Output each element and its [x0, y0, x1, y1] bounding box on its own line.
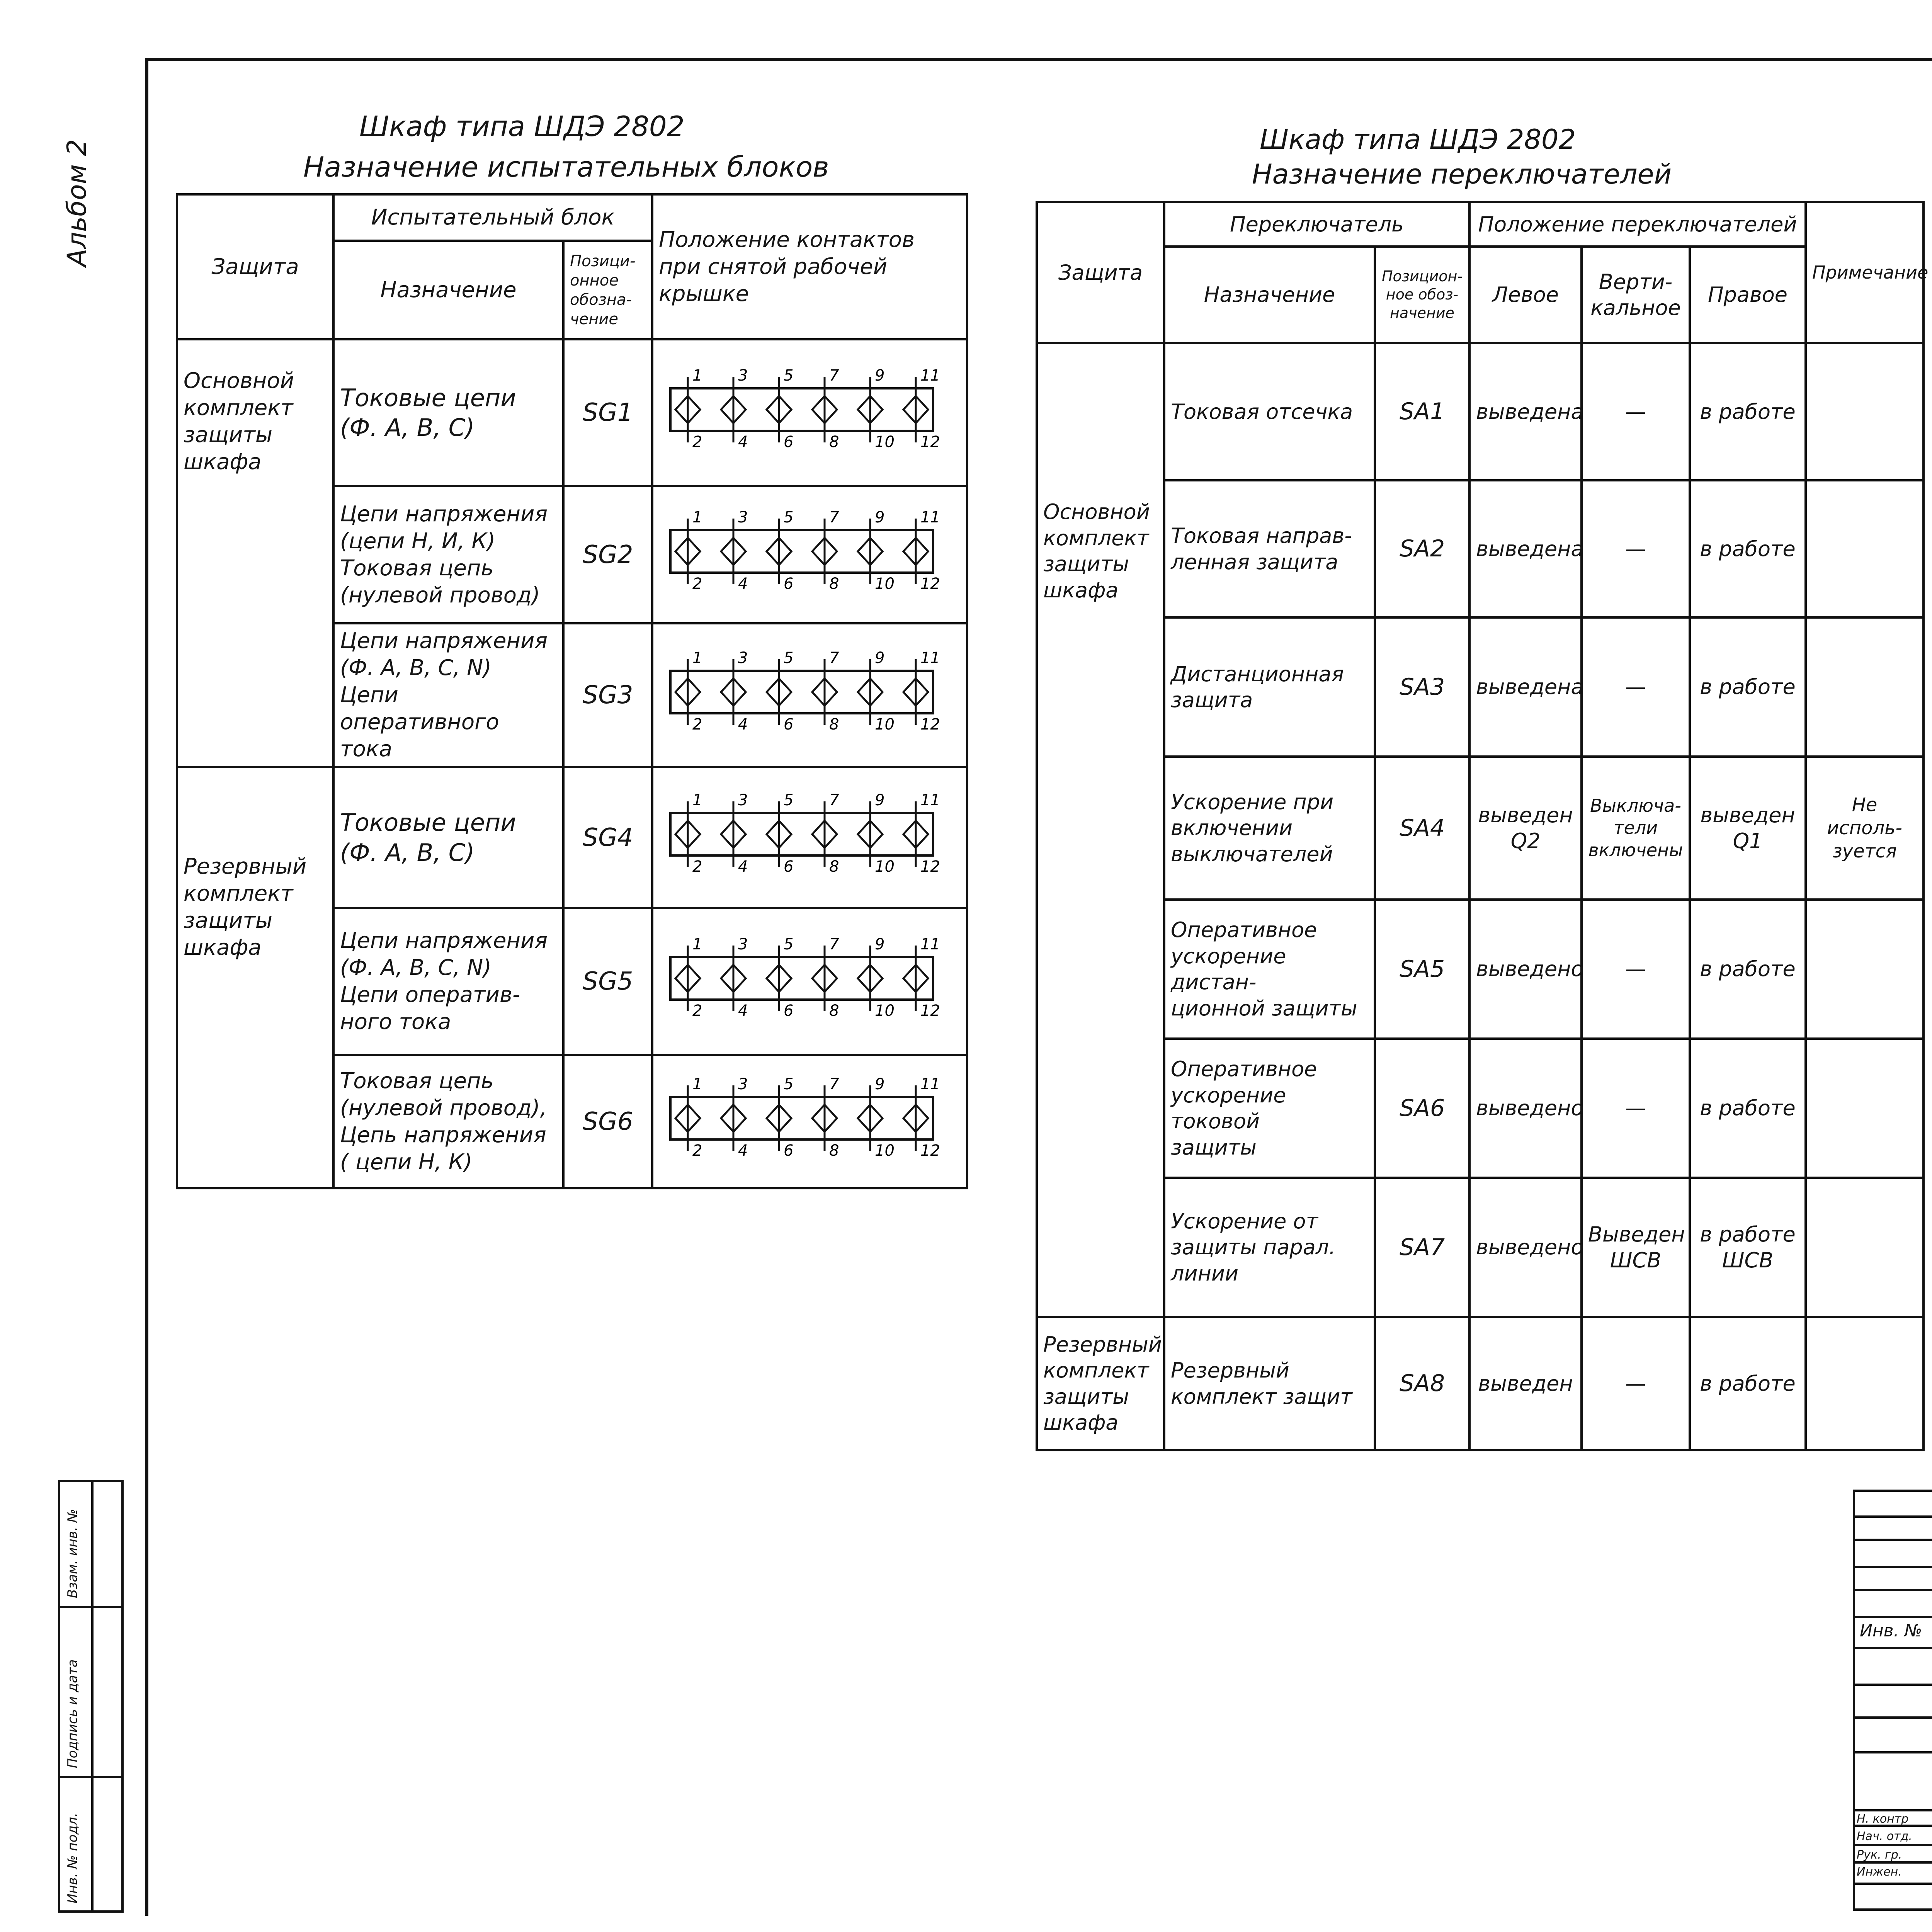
switch-note	[1806, 900, 1923, 1039]
switch-vertical: Выведен ШСВ	[1582, 1178, 1690, 1317]
contact-number-top: 1	[692, 509, 702, 526]
switch-vertical: Выключа- тели включены	[1582, 757, 1690, 900]
contact-pair	[721, 649, 748, 733]
contact-number-top: 9	[875, 509, 885, 526]
contact-number-top: 3	[738, 791, 748, 809]
contact-number-top: 11	[920, 649, 940, 667]
contact-number-bottom: 12	[920, 715, 940, 733]
contact-number-top: 3	[738, 1075, 748, 1093]
switch-purpose: Дистанционная защита	[1164, 617, 1375, 757]
switches-title: Шкаф типа ШДЭ 2802	[1260, 124, 1576, 155]
side-stamp-replace: Взам. инв. №	[65, 1509, 80, 1598]
contact-number-bottom: 12	[920, 575, 940, 593]
contact-pair	[812, 935, 839, 1020]
col-purpose: Назначение	[333, 241, 563, 339]
contact-number-top: 1	[692, 791, 702, 809]
contact-number-bottom: 2	[692, 715, 702, 733]
switch-left: выведено	[1469, 1039, 1582, 1178]
contact-block-frame	[670, 813, 933, 855]
col-switch: Переключатель	[1164, 202, 1469, 247]
switch-designation: SA4	[1375, 757, 1469, 900]
switch-right: в работе	[1690, 480, 1806, 617]
contact-number-top: 9	[875, 935, 885, 953]
switch-designation: SA8	[1375, 1317, 1469, 1450]
block-designation: SG2	[563, 486, 652, 623]
switch-designation: SA1	[1375, 343, 1469, 480]
contact-number-top: 3	[738, 935, 748, 953]
contact-pair	[767, 935, 793, 1020]
contact-number-bottom: 6	[784, 1002, 794, 1020]
contact-number-top: 7	[829, 791, 839, 809]
contact-number-bottom: 4	[738, 858, 748, 876]
contact-pair	[812, 791, 839, 876]
contact-diagram	[652, 908, 967, 1055]
contact-block-diagram	[659, 361, 945, 458]
block-purpose: Токовые цепи (Ф. А, В, С)	[333, 767, 563, 908]
album-label: Альбом 2	[62, 139, 92, 267]
group-main: Основной комплект защиты шкафа	[177, 339, 333, 767]
contact-number-bottom: 12	[920, 1002, 940, 1020]
col-designation: Позици- онное обозна- чение	[563, 241, 652, 339]
contact-pair	[675, 509, 702, 593]
contact-number-top: 5	[784, 649, 794, 667]
contact-number-bottom: 12	[920, 433, 940, 451]
contact-number-top: 7	[829, 366, 839, 384]
contact-number-bottom: 4	[738, 575, 748, 593]
contact-number-bottom: 2	[692, 858, 702, 876]
switch-right: в работе	[1690, 1039, 1806, 1178]
switch-note	[1806, 1317, 1923, 1450]
group-reserve: Резервный комплект защиты шкафа	[1037, 1317, 1164, 1450]
contact-number-top: 11	[920, 935, 940, 953]
switch-purpose: Токовая направ- ленная защита	[1164, 480, 1375, 617]
contact-number-bottom: 4	[738, 1142, 748, 1160]
block-purpose: Цепи напряжения (цепи Н, И, К) Токовая цепь (нулевой провод)	[333, 486, 563, 623]
switch-right: в работе	[1690, 617, 1806, 757]
contact-block-diagram	[659, 503, 945, 600]
contact-number-top: 7	[829, 649, 839, 667]
switches-subtitle: Назначение переключателей	[1252, 158, 1672, 190]
col-purpose: Назначение	[1164, 247, 1375, 343]
contact-diagram	[652, 339, 967, 486]
contact-pair	[721, 367, 748, 451]
switch-right: выведен Q1	[1690, 757, 1806, 900]
block-purpose: Цепи напряжения (Ф. А, В, С, N) Цепи оператив- ного тока	[333, 908, 563, 1055]
group-reserve: Резервный комплект защиты шкафа	[177, 767, 333, 1188]
contact-pair	[858, 509, 895, 593]
contact-pair	[903, 1075, 940, 1160]
test-blocks-table	[176, 193, 968, 1189]
contact-number-top: 5	[784, 1075, 794, 1093]
contact-number-top: 11	[920, 791, 940, 809]
contact-number-top: 1	[692, 935, 702, 953]
switch-right: в работе	[1690, 900, 1806, 1039]
contact-number-bottom: 12	[920, 1142, 940, 1160]
contact-number-bottom: 6	[784, 858, 794, 876]
switch-note: Не исполь- зуется	[1806, 757, 1923, 900]
switch-vertical: —	[1582, 1039, 1690, 1178]
switch-purpose: Ускорение от защиты парал. линии	[1164, 1178, 1375, 1317]
contact-block-frame	[670, 530, 933, 573]
contact-number-top: 9	[875, 791, 885, 809]
contact-number-bottom: 2	[692, 575, 702, 593]
switch-designation: SA7	[1375, 1178, 1469, 1317]
contact-pair	[858, 649, 895, 733]
contact-number-top: 7	[829, 935, 839, 953]
contact-pair	[767, 509, 793, 593]
contact-number-top: 5	[784, 366, 794, 384]
contact-number-bottom: 4	[738, 433, 748, 451]
side-stamp	[58, 1480, 124, 1913]
block-purpose: Цепи напряжения (Ф. А, В, С, N) Цепи оперативного тока	[333, 623, 563, 767]
contact-number-bottom: 4	[738, 715, 748, 733]
block-designation: SG6	[563, 1055, 652, 1188]
contact-pair	[858, 935, 895, 1020]
contact-number-top: 3	[738, 649, 748, 667]
contact-pair	[812, 509, 839, 593]
person-role: Инжен.	[1857, 1865, 1902, 1879]
switch-left: выведена	[1469, 480, 1582, 617]
contact-number-top: 7	[829, 509, 839, 526]
contact-number-top: 1	[692, 649, 702, 667]
contact-number-bottom: 10	[875, 858, 895, 876]
contact-number-top: 9	[875, 649, 885, 667]
contact-pair	[903, 367, 940, 451]
side-stamp-signature: Подпись и дата	[65, 1659, 80, 1768]
contact-pair	[675, 935, 702, 1020]
block-tests-subtitle: Назначение испытательных блоков	[303, 151, 829, 183]
col-note: Примечание	[1806, 202, 1923, 343]
contact-number-bottom: 2	[692, 433, 702, 451]
contact-number-bottom: 10	[875, 1002, 895, 1020]
switch-left: выведен Q2	[1469, 757, 1582, 900]
col-vertical: Верти- кальное	[1582, 247, 1690, 343]
block-purpose: Токовая цепь (нулевой провод), Цепь напряжения ( цепи Н, К)	[333, 1055, 563, 1188]
contact-number-top: 11	[920, 366, 940, 384]
contact-diagram	[652, 1055, 967, 1188]
contact-pair	[721, 791, 748, 876]
switch-right: в работе	[1690, 343, 1806, 480]
switch-designation: SA6	[1375, 1039, 1469, 1178]
switch-note	[1806, 1039, 1923, 1178]
contact-pair	[903, 935, 940, 1020]
contact-number-bottom: 8	[829, 1142, 839, 1160]
switch-left: выведено	[1469, 900, 1582, 1039]
contact-pair	[858, 1075, 895, 1160]
contact-pair	[721, 1075, 748, 1160]
contact-block-diagram	[659, 1070, 945, 1167]
contact-number-bottom: 8	[829, 575, 839, 593]
contact-number-top: 1	[692, 366, 702, 384]
contact-number-bottom: 6	[784, 1142, 794, 1160]
contact-number-bottom: 10	[875, 1142, 895, 1160]
contact-pair	[675, 791, 702, 876]
contact-pair	[903, 509, 940, 593]
switch-right: в работе	[1690, 1317, 1806, 1450]
person-role: Н. контр	[1857, 1812, 1909, 1826]
contact-pair	[721, 509, 748, 593]
side-stamp-inv: Инв. № подл.	[65, 1813, 80, 1903]
contact-block-diagram	[659, 930, 945, 1027]
title-block-grid	[1853, 1490, 1932, 1911]
switch-vertical: —	[1582, 617, 1690, 757]
switch-purpose: Оперативное ускорение токовой защиты	[1164, 1039, 1375, 1178]
contact-pair	[675, 1075, 702, 1160]
col-designation: Позицион- ное обоз- начение	[1375, 247, 1469, 343]
contact-pair	[767, 367, 793, 451]
contact-pair	[675, 367, 702, 451]
switch-vertical: —	[1582, 480, 1690, 617]
col-test-block: Испытательный блок	[333, 194, 652, 241]
contact-number-bottom: 8	[829, 858, 839, 876]
switch-vertical: —	[1582, 343, 1690, 480]
contact-diagram	[652, 486, 967, 623]
contact-block-frame	[670, 388, 933, 431]
contact-pair	[858, 367, 895, 451]
inv-no-label: Инв. №	[1860, 1621, 1922, 1641]
switch-left: выведено	[1469, 1178, 1582, 1317]
block-purpose: Токовые цепи (Ф. А, В, С)	[333, 339, 563, 486]
contact-number-bottom: 2	[692, 1002, 702, 1020]
contact-number-top: 11	[920, 1075, 940, 1093]
contact-block-frame	[670, 1097, 933, 1139]
title-block	[1853, 1490, 1932, 1911]
col-left: Левое	[1469, 247, 1582, 343]
contact-number-bottom: 10	[875, 715, 895, 733]
switch-note	[1806, 617, 1923, 757]
switch-note	[1806, 480, 1923, 617]
block-designation: SG4	[563, 767, 652, 908]
switch-designation: SA3	[1375, 617, 1469, 757]
block-designation: SG3	[563, 623, 652, 767]
contact-number-bottom: 10	[875, 575, 895, 593]
switch-left: выведена	[1469, 617, 1582, 757]
switches-table	[1036, 201, 1929, 1451]
switch-note	[1806, 343, 1923, 480]
contact-pair	[767, 791, 793, 876]
contact-block-diagram	[659, 786, 945, 883]
contact-number-bottom: 8	[829, 1002, 839, 1020]
switch-designation: SA2	[1375, 480, 1469, 617]
contact-diagram	[652, 767, 967, 908]
contact-number-bottom: 12	[920, 858, 940, 876]
person-role: Рук. гр.	[1857, 1848, 1902, 1862]
contact-block-diagram	[659, 644, 945, 740]
block-designation: SG1	[563, 339, 652, 486]
block-tests-title: Шкаф типа ШДЭ 2802	[359, 110, 685, 143]
contact-number-top: 9	[875, 1075, 885, 1093]
col-contacts: Положение контактов при снятой рабочей крышке	[652, 194, 967, 339]
contact-number-top: 11	[920, 509, 940, 526]
contact-number-bottom: 6	[784, 433, 794, 451]
contact-pair	[812, 1075, 839, 1160]
block-designation: SG5	[563, 908, 652, 1055]
switch-left: выведена	[1469, 343, 1582, 480]
group-main: Основной комплект защиты шкафа	[1037, 343, 1164, 1317]
contact-pair	[903, 791, 940, 876]
switch-vertical: —	[1582, 900, 1690, 1039]
contact-diagram	[652, 623, 967, 767]
contact-number-top: 5	[784, 509, 794, 526]
contact-pair	[812, 367, 839, 451]
contact-number-bottom: 8	[829, 715, 839, 733]
switch-purpose: Ускорение при включении выключателей	[1164, 757, 1375, 900]
switch-vertical: —	[1582, 1317, 1690, 1450]
contact-block-frame	[670, 957, 933, 1000]
contact-number-bottom: 6	[784, 715, 794, 733]
switch-purpose: Токовая отсечка	[1164, 343, 1375, 480]
switch-designation: SA5	[1375, 900, 1469, 1039]
contact-number-top: 9	[875, 366, 885, 384]
contact-pair	[675, 649, 702, 733]
contact-number-top: 7	[829, 1075, 839, 1093]
switch-note	[1806, 1178, 1923, 1317]
contact-pair	[903, 649, 940, 733]
contact-number-bottom: 8	[829, 433, 839, 451]
contact-number-top: 3	[738, 366, 748, 384]
switch-right: в работе ШСВ	[1690, 1178, 1806, 1317]
col-protection: Защита	[177, 194, 333, 339]
contact-pair	[858, 791, 895, 876]
contact-block-frame	[670, 671, 933, 713]
contact-number-top: 3	[738, 509, 748, 526]
col-right: Правое	[1690, 247, 1806, 343]
switch-purpose: Оперативное ускорение дистан- ционной защиты	[1164, 900, 1375, 1039]
col-protection: Защита	[1037, 202, 1164, 343]
contact-pair	[767, 649, 793, 733]
switch-left: выведен	[1469, 1317, 1582, 1450]
contact-pair	[812, 649, 839, 733]
contact-number-top: 5	[784, 791, 794, 809]
switch-purpose: Резервный комплект защит	[1164, 1317, 1375, 1450]
contact-number-top: 5	[784, 935, 794, 953]
contact-number-bottom: 6	[784, 575, 794, 593]
contact-number-bottom: 10	[875, 433, 895, 451]
contact-number-bottom: 2	[692, 1142, 702, 1160]
person-role: Нач. отд.	[1857, 1830, 1912, 1843]
contact-pair	[721, 935, 748, 1020]
contact-number-top: 1	[692, 1075, 702, 1093]
contact-number-bottom: 4	[738, 1002, 748, 1020]
col-position: Положение переключателей	[1469, 202, 1806, 247]
contact-pair	[767, 1075, 793, 1160]
